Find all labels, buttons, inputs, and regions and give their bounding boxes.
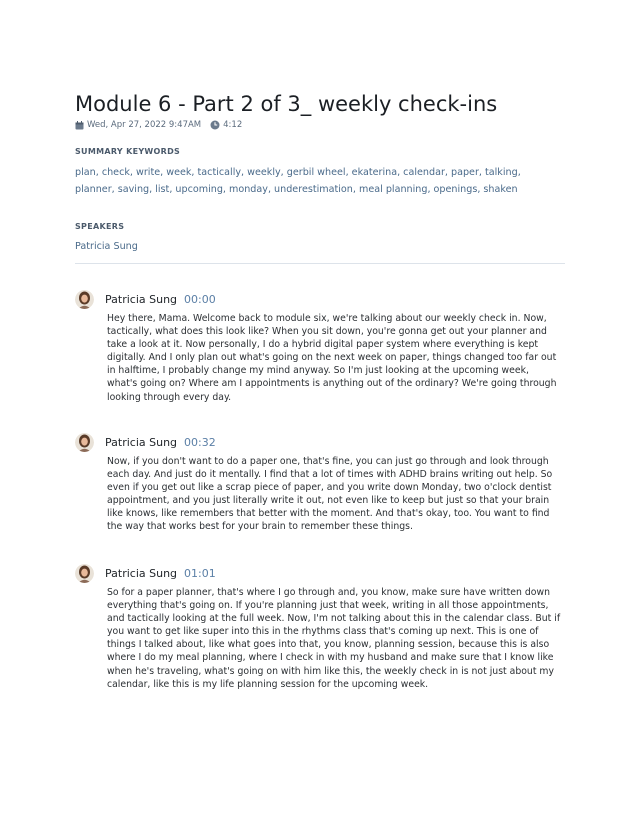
transcript-block — [75, 562, 565, 691]
summary-keywords: plan, check, write, week, tactically, weekly, gerbil wheel, ekaterina, calendar, paper, talking, planner, saving, list, upcoming, monday, underestimation, meal planning, openings, shaken — [75, 167, 521, 195]
speaker-name: Patricia Sung — [105, 292, 178, 306]
meta-row — [75, 119, 242, 131]
transcript-text: Hey there, Mama. Welcome back to module six, we're talking about our weekly check in. Now, tactically, what does this look like? When you sit down, you're gonna get out your planner and take a look at it. Now personally, I do a hybrid digital paper system where everything is kept digitally. And I only plan out what's going on the next week on paper, things changed too far out in halftime, I probably change my mind anyway. So I'm just looking at the upcoming week, what's going on? Where am I appointments is anything out of the ordinary? We're going through looking through every day. — [107, 313, 557, 403]
clock-icon — [210, 120, 220, 130]
speaker-name: Patricia Sung — [105, 566, 178, 580]
transcript-block — [75, 431, 565, 534]
calendar-icon — [75, 121, 84, 130]
timestamp-link[interactable]: 01:01 — [184, 566, 216, 580]
duration-text: 4:12 — [223, 120, 243, 130]
date-text: Wed, Apr 27, 2022 9:47AM — [87, 120, 202, 130]
transcript-block — [75, 288, 565, 404]
block-header — [75, 288, 565, 310]
transcript-text: Now, if you don't want to do a paper one, that's fine, you can just go through and look through each day. And just do it mentally. I find that a lot of times with ADHD brains writing out help. So even if you get out like a scrap piece of paper, and you write down Monday, two o'clock dentist appointment, and you just literally write it out, not even like to keep but just so that your brain like knows, like remembers that better with the moment. And that's okay, too. You want to find the way that works best for your brain to remember these things. — [107, 456, 553, 533]
timestamp-link[interactable]: 00:00 — [184, 292, 216, 306]
speakers-list: Patricia Sung — [75, 241, 138, 252]
block-header — [75, 431, 565, 453]
summary-keywords-label: SUMMARY KEYWORDS — [75, 147, 181, 156]
speaker-avatar — [75, 564, 94, 583]
speakers-label: SPEAKERS — [75, 222, 125, 231]
duration-meta — [210, 119, 242, 131]
speaker-avatar — [75, 290, 94, 309]
transcript-text: So for a paper planner, that's where I go through and, you know, make sure have written down everything that's going on. If you're planning just that week, writing in all those appointments, and tactically looking at the full week. Now, I'm not talking about this in the calendar class. But if you want to get like super into this in the rhythms class that's coming up next. This is one of things I talked about, like what goes into that, you know, planning session, because this is also where I do my meal planning, where I check in with my husband and make sure that I know like when he's traveling, what's going on with him like this, the weekly check in is not just about my calendar, like this is my life planning session for the upcoming week. — [107, 587, 561, 690]
date-meta — [75, 119, 201, 131]
divider — [75, 263, 565, 264]
block-header — [75, 562, 565, 584]
speaker-avatar — [75, 433, 94, 452]
speaker-name: Patricia Sung — [105, 435, 178, 449]
page-title: Module 6 - Part 2 of 3_ weekly check-ins — [75, 92, 498, 116]
timestamp-link[interactable]: 00:32 — [184, 435, 216, 449]
